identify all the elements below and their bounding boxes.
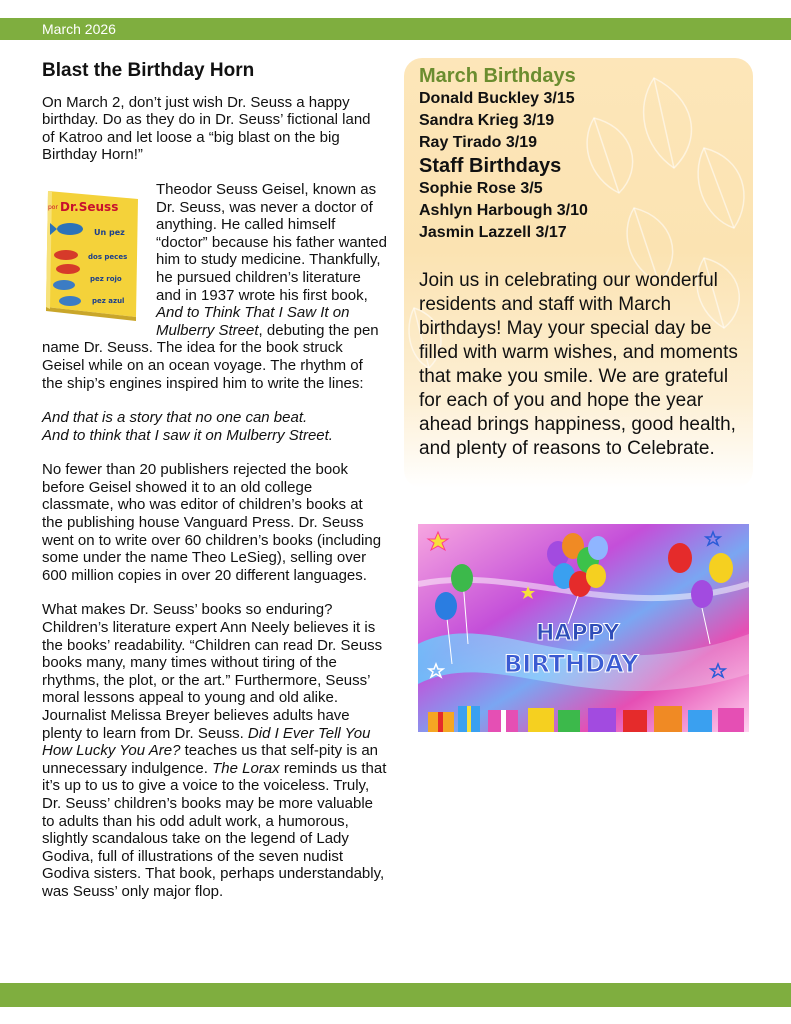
- article-bio: [42, 181, 387, 392]
- bio-text-2: , debuting the pen name Dr. Seuss. The idea for the book struck Geisel while on an ocean voyage. The rhythm of the ship’s engines inspired him to write the lines:: [42, 321, 379, 392]
- bio-text-1: Theodor Seuss Geisel, known as Dr. Seuss, was never a doctor of anything. He called himself “doctor” because his father wanted him to study medicine. Thankfully, he pursued children’s literature and in 1937 wrote his first book,: [156, 180, 387, 304]
- header-bar: [0, 18, 791, 40]
- book-line-1: Un pez: [94, 227, 125, 237]
- resident-birthday-1: Donald Buckley 3/15: [419, 90, 575, 107]
- article: [42, 62, 387, 918]
- quote-line-2: And to think that I saw it on Mulberry Street.: [42, 426, 333, 444]
- svg-text:Dr.Seuss: Dr.Seuss: [60, 199, 119, 214]
- birthday-message: Join us in celebrating our wonderful residents and staff with March birthdays! May your special day be filled with warm wishes, and moments that make you smile. We are grateful for each of you and hope the year ahead brings happiness, good health, and plenty of reasons to Celebrate.: [419, 270, 738, 459]
- issue-date: March 2026: [42, 21, 116, 37]
- mulberry-quote: [42, 409, 387, 444]
- happy-text: HAPPY: [536, 621, 620, 646]
- staff-birthday-2: Ashlyn Harbough 3/10: [419, 202, 588, 219]
- article-intro: On March 2, don’t just wish Dr. Seuss a happy birthday. Do as they do in Dr. Seuss’ fictional land of Katroo and let loose a “big blast on the big Birthday Horn!”: [42, 93, 371, 164]
- march-birthdays-heading: March Birthdays: [419, 65, 576, 87]
- quote-line-1: And that is a story that no one can beat.: [42, 409, 308, 427]
- staff-birthday-3: Jasmin Lazzell 3/17: [419, 224, 567, 241]
- resident-birthday-3: Ray Tirado 3/19: [419, 134, 537, 151]
- book-line-2: dos peces: [88, 252, 128, 261]
- birthday-text: BIRTHDAY: [504, 650, 639, 678]
- happy-birthday-image: [418, 524, 749, 732]
- book-cover-image: [42, 185, 142, 321]
- birthdays-box: [404, 58, 753, 488]
- book-title-lorax: The Lorax: [212, 759, 280, 777]
- book-line-4: pez azul: [92, 296, 125, 305]
- bio-book-title: And to Think That I Saw It on Mulberry Street: [156, 304, 350, 339]
- article-title: Blast the Birthday Horn: [42, 60, 255, 81]
- footer-bar: [0, 983, 791, 1007]
- enduring-paragraph: What makes Dr. Seuss’ books so enduring? Children’s literature expert Ann Neely believes it is the books’ readability. “Children can read Dr. Seuss books many, many times without tiring of the rhythms, the plot, or the art.” Furthermore, Seuss’ moral lessons appeal to young and old alike. Journalist Melissa Breyer believes adults have plenty to learn from Dr. Seuss. Did I Ever Tell You How Lucky You Are? teaches us that self-pity is an unnecessary indulgence. The Lorax reminds us that it’s up to us to give a voice to the voiceless. Truly, Dr. Seuss’ children’s books may be more valuable to adults than his odd adult work, a humorous, slightly scandalous take on the legend of Lady Godiva, full of illustrations of the seven nudist Godiva sisters. That book, perhaps understandably, was Seuss’ only major flop.: [42, 601, 387, 900]
- staff-birthday-1: Sophie Rose 3/5: [419, 180, 543, 197]
- resident-birthday-2: Sandra Krieg 3/19: [419, 112, 555, 129]
- book-title-lucky: Did I Ever Tell You How Lucky You Are?: [42, 724, 371, 760]
- book-line-3: pez rojo: [90, 274, 122, 283]
- svg-text:por: por: [48, 203, 58, 211]
- publishers-paragraph: No fewer than 20 publishers rejected the book before Geisel showed it to an old college classmate, who was editor of children’s books at the publishing house Vanguard Press. Dr. Seuss went on to write over 60 children’s books (including some under the name Theo LeSieg), selling over 600 million copies in over 20 different languages.: [42, 461, 382, 584]
- staff-birthdays-heading: Staff Birthdays: [419, 155, 562, 177]
